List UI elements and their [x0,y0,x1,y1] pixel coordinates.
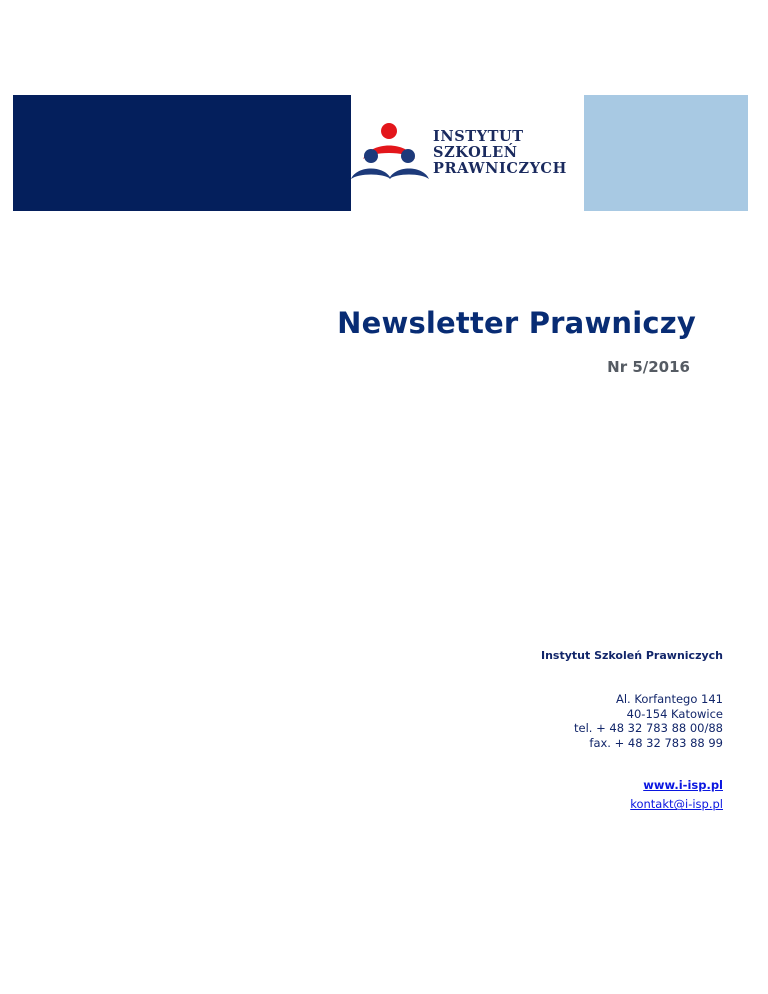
people-group-icon [351,121,429,181]
phone-number: tel. + 48 32 783 88 00/88 [574,721,723,736]
address [541,692,723,750]
fax-number: fax. + 48 32 783 88 99 [589,735,723,750]
organization-name: Instytut Szkoleń Prawniczych [541,649,723,662]
header-band-light [584,95,748,211]
logo [351,95,584,211]
logo-line-2: SZKOLEŃ [433,144,518,161]
contact-block [541,649,723,814]
page-title: Newsletter Prawniczy [337,306,696,340]
email-link[interactable]: kontakt@i-isp.pl [630,797,723,812]
logo-line-1: INSTYTUT [433,128,524,145]
issue-number: Nr 5/2016 [607,358,690,376]
address-city: 40-154 Katowice [626,706,723,721]
address-street: Al. Korfantego 141 [615,692,723,706]
contact-links [541,776,723,814]
logo-wordmark [433,129,567,177]
logo-line-3: PRAWNICZYCH [433,160,567,177]
header-band-dark [13,95,351,211]
website-link[interactable]: www.i-isp.pl [643,778,723,793]
